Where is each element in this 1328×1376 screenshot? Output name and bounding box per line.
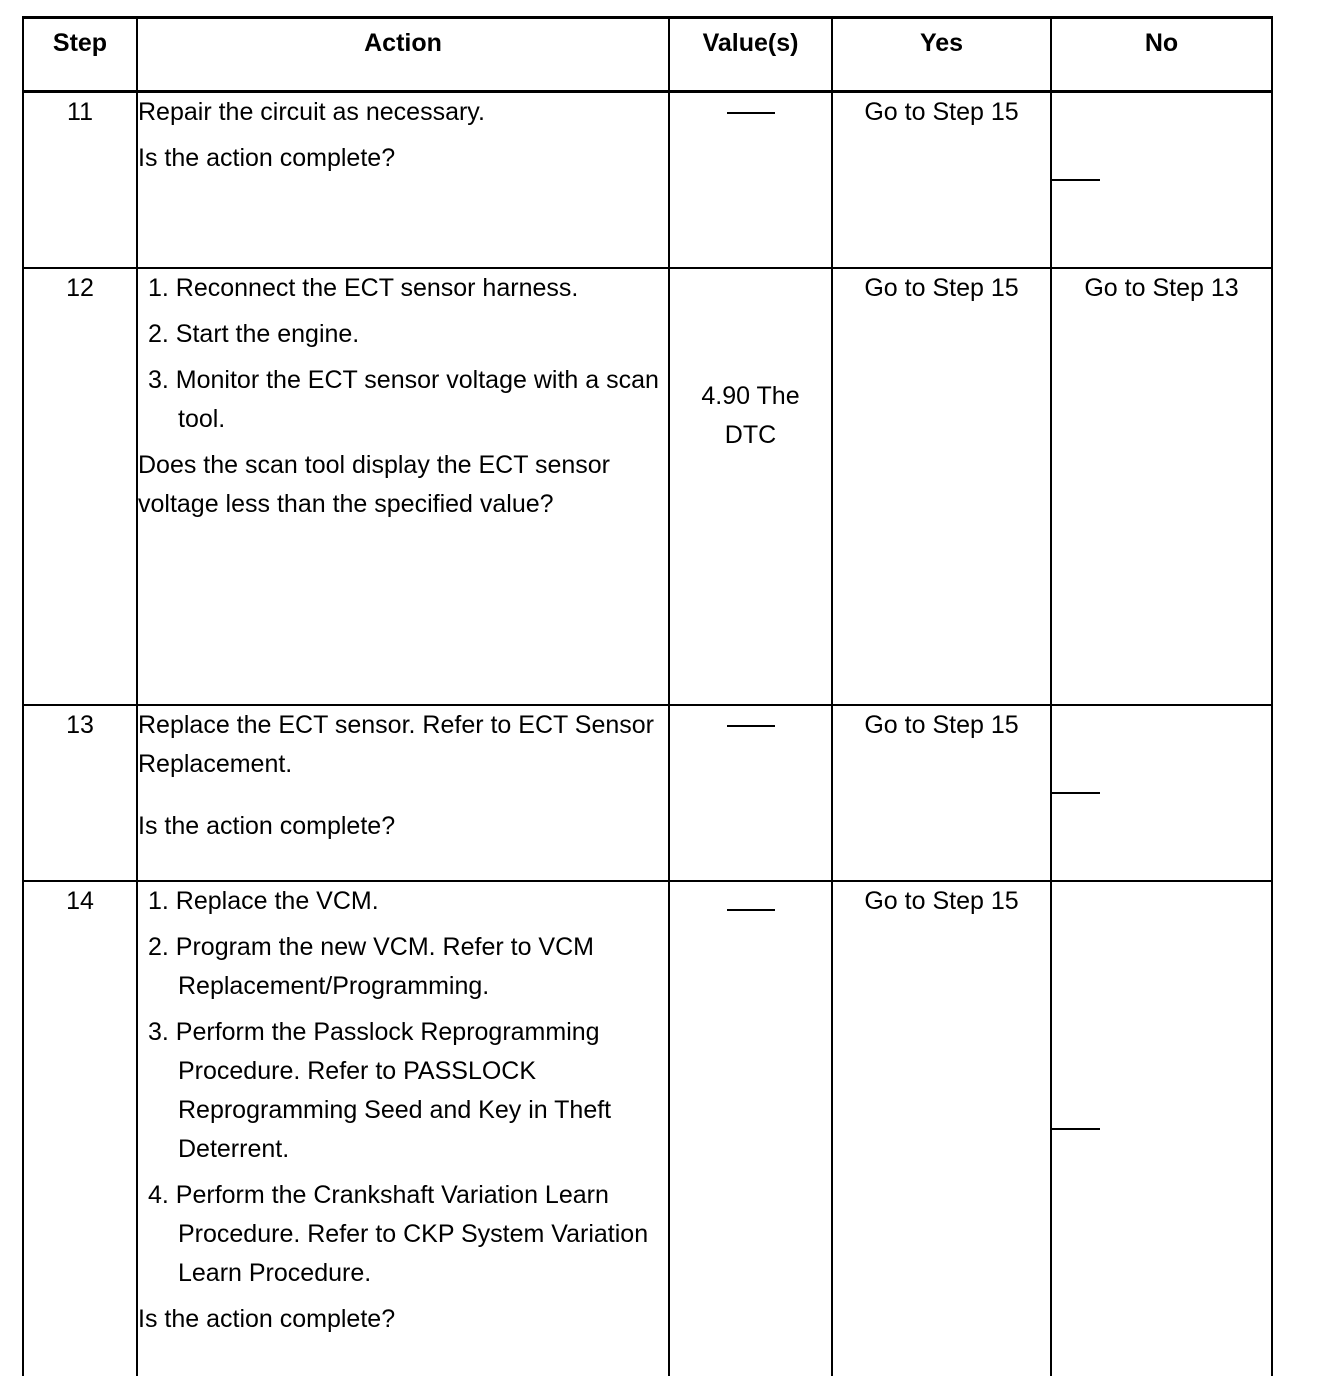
yes-text: Go to Step 15 [864,711,1019,739]
table-row [23,881,1272,1376]
step-number: 14 [23,881,137,1376]
step-number: 13 [23,705,137,881]
table-row [23,705,1272,881]
header-step: Step [23,18,137,92]
table-row [23,92,1272,269]
action-item: 2. Start the engine. [148,320,360,348]
action-cell [137,92,669,269]
action-question: Is the action complete? [138,1305,396,1333]
header-no: No [1051,18,1272,92]
action-question: Does the scan tool display the ECT sensor voltage less than the specified value? [138,451,611,518]
value-cell [669,705,832,881]
action-question: Is the action complete? [138,812,396,840]
action-text: Repair the circuit as necessary. [138,98,485,126]
action-item: 2. Program the new VCM. Refer to VCM Replacement/Programming. [148,933,594,1000]
action-cell [137,705,669,881]
action-cell [137,881,669,1376]
diagnostic-table [22,16,1273,1376]
action-item: 4. Perform the Crankshaft Variation Learn Procedure. Refer to CKP System Variation Learn Procedure. [148,1181,649,1287]
empty-dash [1052,1128,1100,1130]
action-text: Replace the ECT sensor. Refer to ECT Sensor Replacement. [138,711,654,778]
empty-dash [1052,792,1100,794]
action-item: 1. Replace the VCM. [148,887,379,915]
header-yes: Yes [832,18,1051,92]
action-item: 1. Reconnect the ECT sensor harness. [148,274,579,302]
no-cell [1051,268,1272,705]
value-cell [669,268,832,705]
yes-text: Go to Step 15 [864,274,1019,302]
no-text: Go to Step 13 [1084,274,1239,302]
yes-cell [832,705,1051,881]
empty-dash [1052,179,1100,181]
no-cell [1051,881,1272,1376]
action-item: 3. Monitor the ECT sensor voltage with a scan tool. [148,366,659,433]
header-values: Value(s) [669,18,832,92]
empty-dash [727,725,775,727]
yes-text: Go to Step 15 [864,98,1019,126]
yes-text: Go to Step 15 [864,887,1019,915]
value-cell [669,881,832,1376]
value-line: DTC [724,421,777,449]
header-action: Action [137,18,669,92]
table-row [23,268,1272,705]
value-cell [669,92,832,269]
yes-cell [832,881,1051,1376]
value-line: 4.90 The [701,382,800,410]
step-number: 12 [23,268,137,705]
no-cell [1051,705,1272,881]
yes-cell [832,92,1051,269]
yes-cell [832,268,1051,705]
action-question: Is the action complete? [138,144,396,172]
action-item: 3. Perform the Passlock Reprogramming Procedure. Refer to PASSLOCK Reprogramming Seed and Key in Theft Deterrent. [148,1018,612,1163]
action-cell [137,268,669,705]
empty-dash [727,112,775,114]
step-number: 11 [23,92,137,269]
table-header-row [23,18,1272,92]
empty-dash [727,909,775,911]
no-cell [1051,92,1272,269]
